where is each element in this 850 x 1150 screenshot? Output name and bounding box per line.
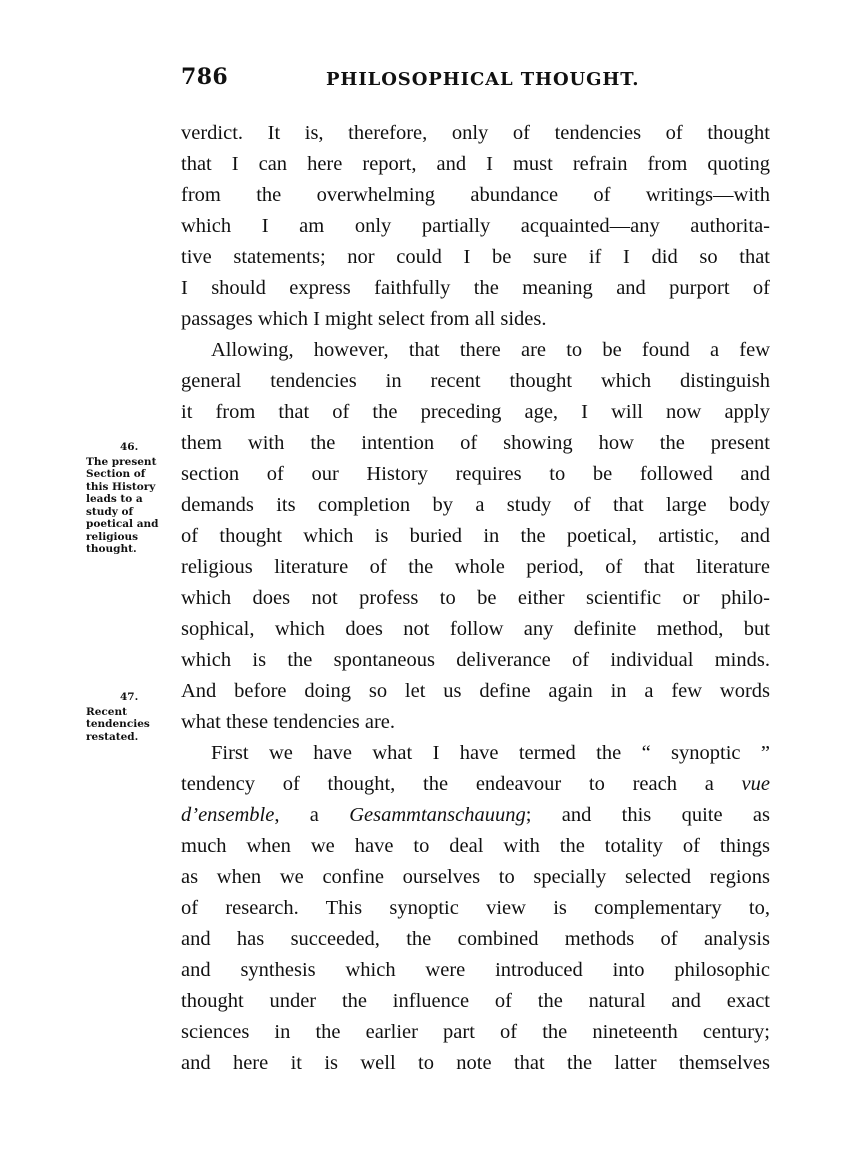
text-line: and synthesis which were introduced into philosophic bbox=[181, 959, 770, 981]
page-header bbox=[181, 64, 770, 100]
text-line: thought under the influence of the natural and exact bbox=[181, 990, 770, 1012]
text-line: of research. This synoptic view is complementary to, bbox=[181, 897, 770, 919]
text-line: section of our History requires to be followed and bbox=[181, 463, 770, 485]
text-line: passages which I might select from all sides. bbox=[181, 308, 547, 330]
margin-note-line: leads to a bbox=[86, 493, 143, 505]
text-line: and here it is well to note that the latter themselves bbox=[181, 1052, 770, 1074]
text-segment: tendency of thought, the endeavour to reach a bbox=[181, 773, 742, 795]
margin-note-line: Section of bbox=[86, 468, 146, 480]
text-line: much when we have to deal with the totality of things bbox=[181, 835, 770, 857]
margin-note-number: 47. bbox=[120, 691, 139, 703]
margin-note-line: this History bbox=[86, 480, 156, 493]
text-line: from the overwhelming abundance of writings—with bbox=[181, 184, 770, 206]
text-line: sophical, which does not follow any definite method, but bbox=[181, 618, 770, 640]
text-line: them with the intention of showing how the present bbox=[181, 432, 770, 454]
text-line: which is the spontaneous deliverance of individual minds. bbox=[181, 649, 770, 671]
text-line: as when we confine ourselves to specially selected regions bbox=[181, 866, 770, 888]
text-segment: ; and this quite as bbox=[525, 804, 770, 826]
text-line: verdict. It is, therefore, only of tendencies of thought bbox=[181, 122, 770, 144]
text-segment: , a bbox=[274, 804, 350, 826]
margin-note-line: thought. bbox=[86, 543, 137, 555]
margin-note-line: restated. bbox=[86, 730, 139, 743]
margin-note-line: tendencies bbox=[86, 718, 150, 730]
text-line: sciences in the earlier part of the nineteenth century; bbox=[181, 1021, 770, 1043]
italic-phrase: vue bbox=[741, 773, 770, 795]
margin-note-line: The present bbox=[86, 455, 157, 468]
text-line: and has succeeded, the combined methods of analysis bbox=[181, 928, 770, 950]
text-line bbox=[181, 769, 770, 800]
margin-note-line: study of bbox=[86, 505, 134, 518]
text-line: First we have what I have termed the “ synoptic ” bbox=[211, 742, 770, 764]
margin-note-line: poetical and bbox=[86, 518, 159, 530]
text-line: I should express faithfully the meaning and purport of bbox=[181, 277, 770, 299]
text-line bbox=[181, 800, 770, 831]
margin-note-number: 46. bbox=[120, 441, 139, 453]
page-number: 786 bbox=[181, 64, 229, 90]
text-line: which I am only partially acquainted—any authorita- bbox=[181, 215, 770, 237]
italic-phrase: d’ensemble bbox=[181, 804, 275, 826]
text-line: of thought which is buried in the poetical, artistic, and bbox=[181, 525, 770, 547]
text-line: demands its completion by a study of that large body bbox=[181, 494, 770, 516]
margin-note-47 bbox=[86, 691, 182, 743]
text-line: general tendencies in recent thought which distinguish bbox=[181, 370, 770, 392]
margin-note-line: religious bbox=[86, 530, 139, 543]
text-line: it from that of the preceding age, I will now apply bbox=[181, 401, 770, 423]
italic-phrase: Gesammtanschauung bbox=[349, 804, 526, 826]
text-line: that I can here report, and I must refrain from quoting bbox=[181, 153, 770, 175]
running-head: PHILOSOPHICAL THOUGHT. bbox=[326, 69, 640, 90]
body-text bbox=[181, 118, 770, 1079]
margin-note-46 bbox=[86, 441, 182, 556]
text-line: what these tendencies are. bbox=[181, 711, 396, 733]
text-line: tive statements; nor could I be sure if I did so that bbox=[181, 246, 770, 268]
text-line: which does not profess to be either scientific or philo- bbox=[181, 587, 770, 609]
text-line: And before doing so let us define again in a few words bbox=[181, 680, 770, 702]
margin-note-line: Recent bbox=[86, 705, 127, 718]
text-line: religious literature of the whole period, of that literature bbox=[181, 556, 770, 578]
text-line: Allowing, however, that there are to be found a few bbox=[211, 339, 770, 361]
